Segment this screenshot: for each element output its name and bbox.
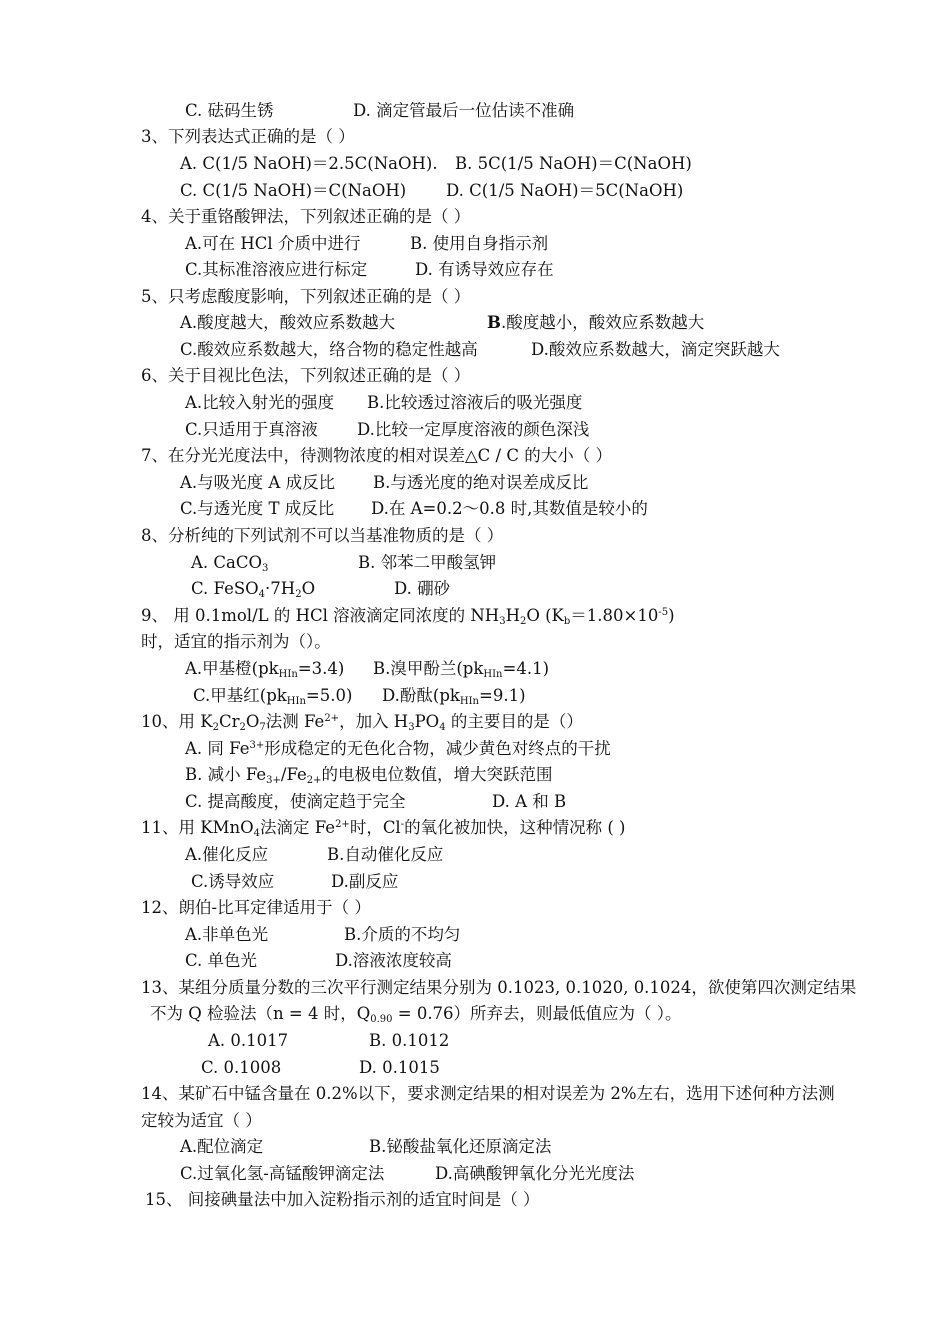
- q10-option-b-sub2: 2+: [306, 775, 322, 786]
- question-6-stem: 6、关于目视比色法，下列叙述正确的是（ ）: [141, 366, 471, 385]
- q13-option-c: C. 0.1008: [201, 1058, 282, 1077]
- q10-option-b-sub1: 3+: [266, 775, 281, 786]
- q4-option-b: B. 使用自身指示剂: [410, 234, 549, 253]
- q7-option-d: D.在 A=0.2～0.8 时,其数值是较小的: [371, 499, 648, 518]
- q9-option-a-value: =3.4): [297, 659, 345, 678]
- q10-text-6: PO: [414, 712, 440, 731]
- q10-text-5: ，加入 H: [339, 712, 409, 731]
- q9-text-3: O (K: [526, 606, 564, 625]
- question-9-continuation: 时，适宜的指示剂为（）。: [141, 632, 331, 651]
- q10-text-7: 的主要目的是（）: [445, 712, 583, 731]
- q10-option-d: D. A 和 B: [492, 792, 567, 811]
- q14-option-a: A.配位滴定: [180, 1137, 264, 1156]
- q4-option-a: A.可在 HCl 介质中进行: [185, 234, 361, 253]
- q11-sup-1: 2+: [335, 819, 350, 830]
- q11-option-b: B.自动催化反应: [327, 845, 444, 864]
- question-10-stem: [141, 711, 583, 733]
- q11-text-3: 时，Cl: [349, 818, 401, 837]
- q6-option-d: D.比较一定厚度溶液的颜色深浅: [357, 420, 590, 439]
- q13-option-b: B. 0.1012: [369, 1031, 450, 1050]
- q4-option-d: D. 有诱导效应存在: [415, 260, 554, 279]
- question-14-continuation: 定较为适宜（ ）: [141, 1111, 262, 1130]
- q8-option-c-text: C. FeSO: [191, 579, 259, 598]
- q8-option-a-text: A. CaCO: [191, 553, 263, 572]
- q9-option-d: [382, 685, 526, 707]
- question-9-stem: [141, 605, 675, 627]
- q5-option-a: A.酸度越大，酸效应系数越大: [180, 313, 396, 332]
- q3-option-d: D. C(1/5 NaOH)＝5C(NaOH): [446, 181, 684, 200]
- q10-text-2: Cr: [218, 712, 240, 731]
- q8-option-a-sub: 3: [262, 563, 269, 574]
- question-8-stem: 8、分析纯的下列试剂不可以当基准物质的是（ ）: [141, 526, 504, 545]
- question-15-stem: 15、 间接碘量法中加入淀粉指示剂的适宜时间是（ ）: [145, 1190, 540, 1209]
- q10-sub-2: 2: [239, 722, 246, 733]
- q10-sub-1: 2: [212, 722, 219, 733]
- q9-text-2: H: [505, 606, 520, 625]
- q10-option-a: [185, 738, 611, 760]
- q9-option-b-sub: HIn: [483, 669, 503, 680]
- q12-option-c: C. 单色光: [185, 951, 258, 970]
- q9-option-b-text: B.溴甲酚兰(pk: [373, 659, 484, 678]
- q3-option-b: B. 5C(1/5 NaOH)＝C(NaOH): [455, 154, 692, 173]
- q8-option-d: D. 硼砂: [394, 579, 451, 598]
- question-13-continuation: [150, 1003, 682, 1025]
- q13-option-d: D. 0.1015: [359, 1058, 440, 1077]
- q7-option-a: A.与吸光度 A 成反比: [180, 473, 336, 492]
- q9-option-c-text: C.甲基红(pk: [193, 686, 287, 705]
- q10-text-3: O: [245, 712, 260, 731]
- q5-option-b: [487, 312, 704, 334]
- q11-text-2: 法滴定 Fe: [260, 818, 336, 837]
- q11-text-1: 11、用 KMnO: [141, 818, 254, 837]
- option-d: D. 滴定管最后一位估读不准确: [353, 101, 575, 120]
- q12-option-d: D.溶液浓度较高: [335, 951, 452, 970]
- q13-cont-text-1: 不为 Q 检验法（n = 4 时，Q: [150, 1004, 371, 1023]
- q6-option-c: C.只适用于真溶液: [185, 420, 318, 439]
- q8-option-b: B. 邻苯二甲酸氢钾: [358, 553, 497, 572]
- q5-option-b-letter: B: [487, 313, 501, 332]
- q10-text-1: 10、用 K: [141, 712, 213, 731]
- q8-option-a: [191, 552, 268, 574]
- q9-option-a: [185, 658, 344, 680]
- q9-option-c-sub: HIn: [286, 696, 306, 707]
- question-4-stem: 4、关于重铬酸钾法，下列叙述正确的是（ ）: [141, 207, 471, 226]
- q13-cont-text-2: = 0.76）所弃去，则最低值应为（ ）。: [392, 1004, 682, 1023]
- q9-sup: -5: [658, 607, 669, 618]
- q6-option-b: B.比较透过溶液后的吸光强度: [367, 393, 583, 412]
- q10-option-b-text: B. 减小 Fe: [185, 765, 267, 784]
- q10-option-a-rest: 形成稳定的无色化合物，减少黄色对终点的干扰: [264, 739, 611, 758]
- q9-text-4: ＝1.80×10: [570, 606, 659, 625]
- q9-option-a-sub: HIn: [278, 669, 298, 680]
- q10-option-b-slash: /Fe: [280, 765, 307, 784]
- q11-sup-2: -: [400, 819, 405, 830]
- q8-option-c-post: O: [301, 579, 316, 598]
- q10-text-4: 法测 Fe: [265, 712, 325, 731]
- q11-sub: 4: [253, 828, 260, 839]
- q10-sub-4: 3: [408, 722, 415, 733]
- question-14-stem: 14、某矿石中锰含量在 0.2%以下，要求测定结果的相对误差为 2%左右，选用下述何种方法测: [141, 1084, 835, 1103]
- q13-option-a: A. 0.1017: [208, 1031, 289, 1050]
- q6-option-a: A.比较入射光的强度: [185, 393, 335, 412]
- q10-sup: 2+: [324, 713, 340, 724]
- q8-option-c-sub1: 4: [258, 589, 266, 600]
- question-3-stem: 3、下列表达式正确的是（ ）: [141, 127, 355, 146]
- q9-option-d-sub: HIn: [459, 696, 480, 707]
- q3-option-c: C. C(1/5 NaOH)＝C(NaOH): [180, 181, 407, 200]
- q13-cont-sub: 0.90: [370, 1014, 393, 1025]
- q10-option-a-text: A. 同 Fe: [185, 739, 250, 758]
- q9-sub-1: 3: [499, 616, 506, 627]
- q5-option-b-text: .酸度越小，酸效应系数越大: [500, 313, 705, 332]
- q9-text-1: 9、 用 0.1mol/L 的 HCl 溶液滴定同浓度的 NH: [141, 606, 500, 625]
- q14-option-d: D.高碘酸钾氧化分光光度法: [435, 1164, 635, 1183]
- q10-sub-5: 4: [439, 722, 446, 733]
- q14-option-b: B.铋酸盐氧化还原滴定法: [369, 1137, 552, 1156]
- q9-sub-2: 2: [519, 616, 527, 627]
- q9-option-d-text: D.酚酞(pk: [382, 686, 460, 705]
- q9-option-c-value: =5.0): [305, 686, 353, 705]
- option-c: C. 砝码生锈: [185, 101, 274, 120]
- q9-option-c: [193, 685, 352, 707]
- q9-sub-3: b: [563, 616, 571, 627]
- q5-option-d: D.酸效应系数越大，滴定突跃越大: [531, 340, 780, 359]
- q3-option-a: A. C(1/5 NaOH)＝2.5C(NaOH).: [180, 154, 438, 173]
- question-12-stem: 12、朗伯-比耳定律适用于（ ）: [141, 898, 371, 917]
- q7-option-b: B.与透光度的绝对误差成反比: [373, 473, 589, 492]
- q9-option-b-value: =4.1): [502, 659, 550, 678]
- q11-option-d: D.副反应: [331, 872, 399, 891]
- q7-option-c: C.与透光度 T 成反比: [180, 499, 335, 518]
- question-11-stem: [141, 817, 625, 839]
- q10-option-b: [185, 764, 553, 786]
- q11-option-c: C.诱导效应: [191, 872, 275, 891]
- q9-option-d-value: =9.1): [479, 686, 526, 705]
- question-7-stem: 7、在分光光度法中，待测物浓度的相对误差△C / C 的大小（ ）: [141, 446, 612, 465]
- q9-option-a-text: A.甲基橙(pk: [185, 659, 279, 678]
- q10-option-a-sup: 3+: [249, 740, 265, 751]
- q14-option-c: C.过氧化氢-高锰酸钾滴定法: [180, 1164, 385, 1183]
- question-13-stem: 13、某组分质量分数的三次平行测定结果分别为 0.1023, 0.1020, 0.1024，欲使第四次测定结果: [141, 978, 857, 997]
- q8-option-c-sub2: 2: [295, 589, 302, 600]
- question-5-stem: 5、只考虑酸度影响，下列叙述正确的是（ ）: [141, 287, 471, 306]
- q8-option-c-mid: ·7H: [265, 579, 296, 598]
- q10-option-c: C. 提高酸度，使滴定趋于完全: [185, 792, 406, 811]
- q9-option-b: [373, 658, 549, 680]
- q12-option-b: B.介质的不均匀: [344, 925, 461, 944]
- q11-option-a: A.催化反应: [185, 845, 269, 864]
- q8-option-c: [191, 578, 315, 600]
- q10-option-b-rest: 的电极电位数值，增大突跃范围: [321, 765, 553, 784]
- q11-text-4: 的氧化被加快，这种情况称 ( ): [404, 818, 626, 837]
- q12-option-a: A.非单色光: [185, 925, 269, 944]
- q10-sub-3: 7: [259, 722, 266, 733]
- q4-option-c: C.其标准溶液应进行标定: [185, 260, 368, 279]
- q9-text-5: ): [668, 606, 675, 625]
- q5-option-c: C.酸效应系数越大，络合物的稳定性越高: [180, 340, 478, 359]
